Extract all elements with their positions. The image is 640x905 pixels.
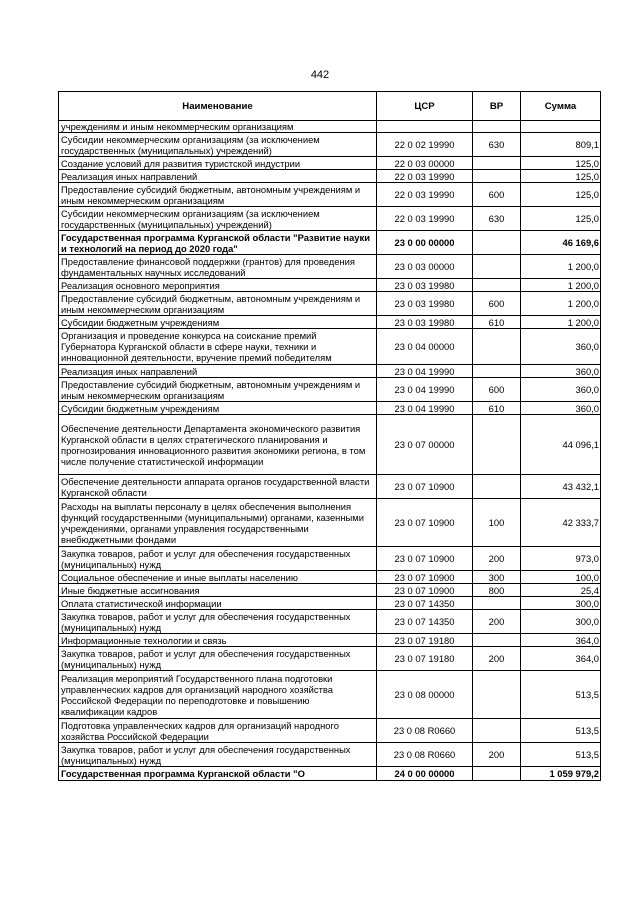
cell-name: Организация и проведение конкурса на соискание премий Губернатора Курганской области в сфере науки, техники и инновационной деятельности, вручение премий победителям (59, 329, 377, 365)
cell-name: Обеспечение деятельности Департамента экономического развития Курганской области в целях стратегического планирования и прогнозирования инновационного развития экономики региона, в том числе получение статистической информации (59, 415, 377, 475)
cell-name: Государственная программа Курганской области "Развитие науки и технологий на период до 2020 года" (59, 231, 377, 255)
table-row (59, 329, 601, 365)
cell-vr: 100 (473, 499, 521, 547)
cell-sum: 125,0 (521, 170, 601, 183)
cell-csr: 22 0 03 19990 (377, 183, 473, 207)
cell-csr: 23 0 04 19990 (377, 365, 473, 378)
cell-sum (521, 121, 601, 133)
cell-name: Субсидии бюджетным учреждениям (59, 402, 377, 415)
table-row (59, 365, 601, 378)
table-row (59, 719, 601, 743)
table-header-row (59, 92, 601, 121)
cell-sum: 46 169,6 (521, 231, 601, 255)
budget-table (58, 91, 601, 781)
header-csr: ЦСР (377, 92, 473, 121)
cell-sum: 360,0 (521, 402, 601, 415)
cell-name: Иные бюджетные ассигнования (59, 584, 377, 597)
cell-sum: 44 096,1 (521, 415, 601, 475)
table-row (59, 634, 601, 647)
cell-name: Реализация основного мероприятия (59, 279, 377, 292)
table-row (59, 292, 601, 316)
cell-name: Предоставление субсидий бюджетным, автономным учреждениям и иным некоммерческим организациям (59, 292, 377, 316)
cell-vr: 600 (473, 378, 521, 402)
cell-vr: 200 (473, 743, 521, 767)
cell-csr: 23 0 04 19990 (377, 402, 473, 415)
table-row (59, 316, 601, 329)
cell-sum: 513,5 (521, 719, 601, 743)
table-row (59, 584, 601, 597)
table-row (59, 170, 601, 183)
cell-name: Подготовка управленческих кадров для организаций народного хозяйства Российской Федерации (59, 719, 377, 743)
table-row (59, 571, 601, 584)
budget-table-container (58, 91, 600, 781)
cell-sum: 809,1 (521, 133, 601, 157)
cell-name: Закупка товаров, работ и услуг для обеспечения государственных (муниципальных) нужд (59, 547, 377, 571)
cell-vr: 200 (473, 647, 521, 671)
cell-csr: 22 0 03 19990 (377, 170, 473, 183)
cell-csr: 23 0 07 10900 (377, 584, 473, 597)
cell-csr: 23 0 07 00000 (377, 415, 473, 475)
cell-name: Оплата статистической информации (59, 597, 377, 610)
table-body (59, 121, 601, 781)
table-row (59, 378, 601, 402)
header-name: Наименование (59, 92, 377, 121)
cell-sum: 1 200,0 (521, 292, 601, 316)
table-row (59, 279, 601, 292)
cell-name: Расходы на выплаты персоналу в целях обеспечения выполнения функций государственными (муниципальными) органами, казенными учреждениями, органами управления государственными внебюджетными фондами (59, 499, 377, 547)
cell-csr: 22 0 02 19990 (377, 133, 473, 157)
table-row (59, 231, 601, 255)
cell-name: Закупка товаров, работ и услуг для обеспечения государственных (муниципальных) нужд (59, 610, 377, 634)
cell-sum: 125,0 (521, 157, 601, 170)
cell-vr (473, 671, 521, 719)
cell-csr: 23 0 03 00000 (377, 255, 473, 279)
table-row (59, 255, 601, 279)
cell-sum: 1 059 979,2 (521, 767, 601, 781)
cell-vr: 600 (473, 292, 521, 316)
cell-name: Закупка товаров, работ и услуг для обеспечения государственных (муниципальных) нужд (59, 647, 377, 671)
cell-sum: 125,0 (521, 207, 601, 231)
cell-name: Реализация иных направлений (59, 365, 377, 378)
table-row (59, 743, 601, 767)
cell-vr (473, 157, 521, 170)
cell-vr: 600 (473, 183, 521, 207)
cell-name: Реализация мероприятий Государственного плана подготовки управленческих кадров для организаций народного хозяйства Российской Федерации по переподготовке и повышению квалификации кадров (59, 671, 377, 719)
cell-csr: 22 0 03 00000 (377, 157, 473, 170)
cell-name: Обеспечение деятельности аппарата органов государственной власти Курганской области (59, 475, 377, 499)
cell-csr: 23 0 03 19980 (377, 316, 473, 329)
cell-sum: 360,0 (521, 378, 601, 402)
cell-vr: 610 (473, 316, 521, 329)
table-row (59, 610, 601, 634)
cell-name: учреждениям и иным некоммерческим организациям (59, 121, 377, 133)
cell-name: Социальное обеспечение и иные выплаты населению (59, 571, 377, 584)
cell-name: Предоставление субсидий бюджетным, автономным учреждениям и иным некоммерческим организациям (59, 183, 377, 207)
cell-vr (473, 170, 521, 183)
cell-vr (473, 719, 521, 743)
table-row (59, 671, 601, 719)
cell-csr: 23 0 07 10900 (377, 571, 473, 584)
cell-name: Субсидии некоммерческим организациям (за исключением государственных (муниципальных) учреждений) (59, 207, 377, 231)
cell-sum: 1 200,0 (521, 316, 601, 329)
cell-sum: 125,0 (521, 183, 601, 207)
cell-vr (473, 255, 521, 279)
table-row (59, 157, 601, 170)
cell-vr (473, 329, 521, 365)
cell-sum: 364,0 (521, 647, 601, 671)
table-row (59, 183, 601, 207)
cell-csr: 23 0 07 10900 (377, 475, 473, 499)
cell-vr: 800 (473, 584, 521, 597)
cell-csr: 23 0 07 19180 (377, 634, 473, 647)
cell-csr: 23 0 07 14350 (377, 610, 473, 634)
cell-csr: 23 0 07 19180 (377, 647, 473, 671)
cell-vr: 300 (473, 571, 521, 584)
cell-name: Реализация иных направлений (59, 170, 377, 183)
table-row (59, 415, 601, 475)
cell-csr: 22 0 03 19990 (377, 207, 473, 231)
cell-sum: 43 432,1 (521, 475, 601, 499)
cell-csr (377, 121, 473, 133)
cell-sum: 1 200,0 (521, 279, 601, 292)
cell-sum: 100,0 (521, 571, 601, 584)
cell-vr: 630 (473, 133, 521, 157)
cell-csr: 23 0 08 R0660 (377, 719, 473, 743)
table-row (59, 647, 601, 671)
cell-csr: 23 0 07 10900 (377, 547, 473, 571)
cell-vr: 200 (473, 610, 521, 634)
table-row (59, 207, 601, 231)
cell-csr: 23 0 04 00000 (377, 329, 473, 365)
table-row (59, 767, 601, 781)
header-vr: ВР (473, 92, 521, 121)
cell-vr (473, 767, 521, 781)
table-row (59, 121, 601, 133)
cell-csr: 23 0 00 00000 (377, 231, 473, 255)
cell-sum: 973,0 (521, 547, 601, 571)
cell-name: Субсидии бюджетным учреждениям (59, 316, 377, 329)
cell-name: Субсидии некоммерческим организациям (за исключением государственных (муниципальных) учреждений) (59, 133, 377, 157)
cell-name: Создание условий для развития туристской индустрии (59, 157, 377, 170)
cell-sum: 42 333,7 (521, 499, 601, 547)
cell-vr (473, 475, 521, 499)
cell-csr: 23 0 07 10900 (377, 499, 473, 547)
cell-vr: 200 (473, 547, 521, 571)
cell-csr: 23 0 07 14350 (377, 597, 473, 610)
cell-name: Закупка товаров, работ и услуг для обеспечения государственных (муниципальных) нужд (59, 743, 377, 767)
table-row (59, 475, 601, 499)
cell-sum: 25,4 (521, 584, 601, 597)
cell-sum: 360,0 (521, 329, 601, 365)
page-number: 442 (310, 69, 330, 81)
table-row (59, 597, 601, 610)
cell-vr (473, 634, 521, 647)
cell-sum: 513,5 (521, 671, 601, 719)
cell-name: Предоставление субсидий бюджетным, автономным учреждениям и иным некоммерческим организациям (59, 378, 377, 402)
cell-vr (473, 121, 521, 133)
cell-vr (473, 597, 521, 610)
cell-sum: 1 200,0 (521, 255, 601, 279)
cell-sum: 300,0 (521, 610, 601, 634)
cell-name: Информационные технологии и связь (59, 634, 377, 647)
cell-vr: 630 (473, 207, 521, 231)
table-row (59, 547, 601, 571)
cell-csr: 23 0 08 R0660 (377, 743, 473, 767)
cell-sum: 360,0 (521, 365, 601, 378)
cell-csr: 23 0 03 19980 (377, 279, 473, 292)
table-row (59, 133, 601, 157)
cell-vr (473, 279, 521, 292)
cell-csr: 23 0 08 00000 (377, 671, 473, 719)
cell-vr: 610 (473, 402, 521, 415)
cell-vr (473, 365, 521, 378)
cell-csr: 23 0 04 19990 (377, 378, 473, 402)
table-row (59, 402, 601, 415)
cell-sum: 364,0 (521, 634, 601, 647)
cell-vr (473, 415, 521, 475)
cell-sum: 300,0 (521, 597, 601, 610)
cell-name: Государственная программа Курганской области "О (59, 767, 377, 781)
cell-vr (473, 231, 521, 255)
table-row (59, 499, 601, 547)
cell-sum: 513,5 (521, 743, 601, 767)
header-sum: Сумма (521, 92, 601, 121)
cell-csr: 23 0 03 19980 (377, 292, 473, 316)
cell-name: Предоставление финансовой поддержки (грантов) для проведения фундаментальных научных исследований (59, 255, 377, 279)
cell-csr: 24 0 00 00000 (377, 767, 473, 781)
